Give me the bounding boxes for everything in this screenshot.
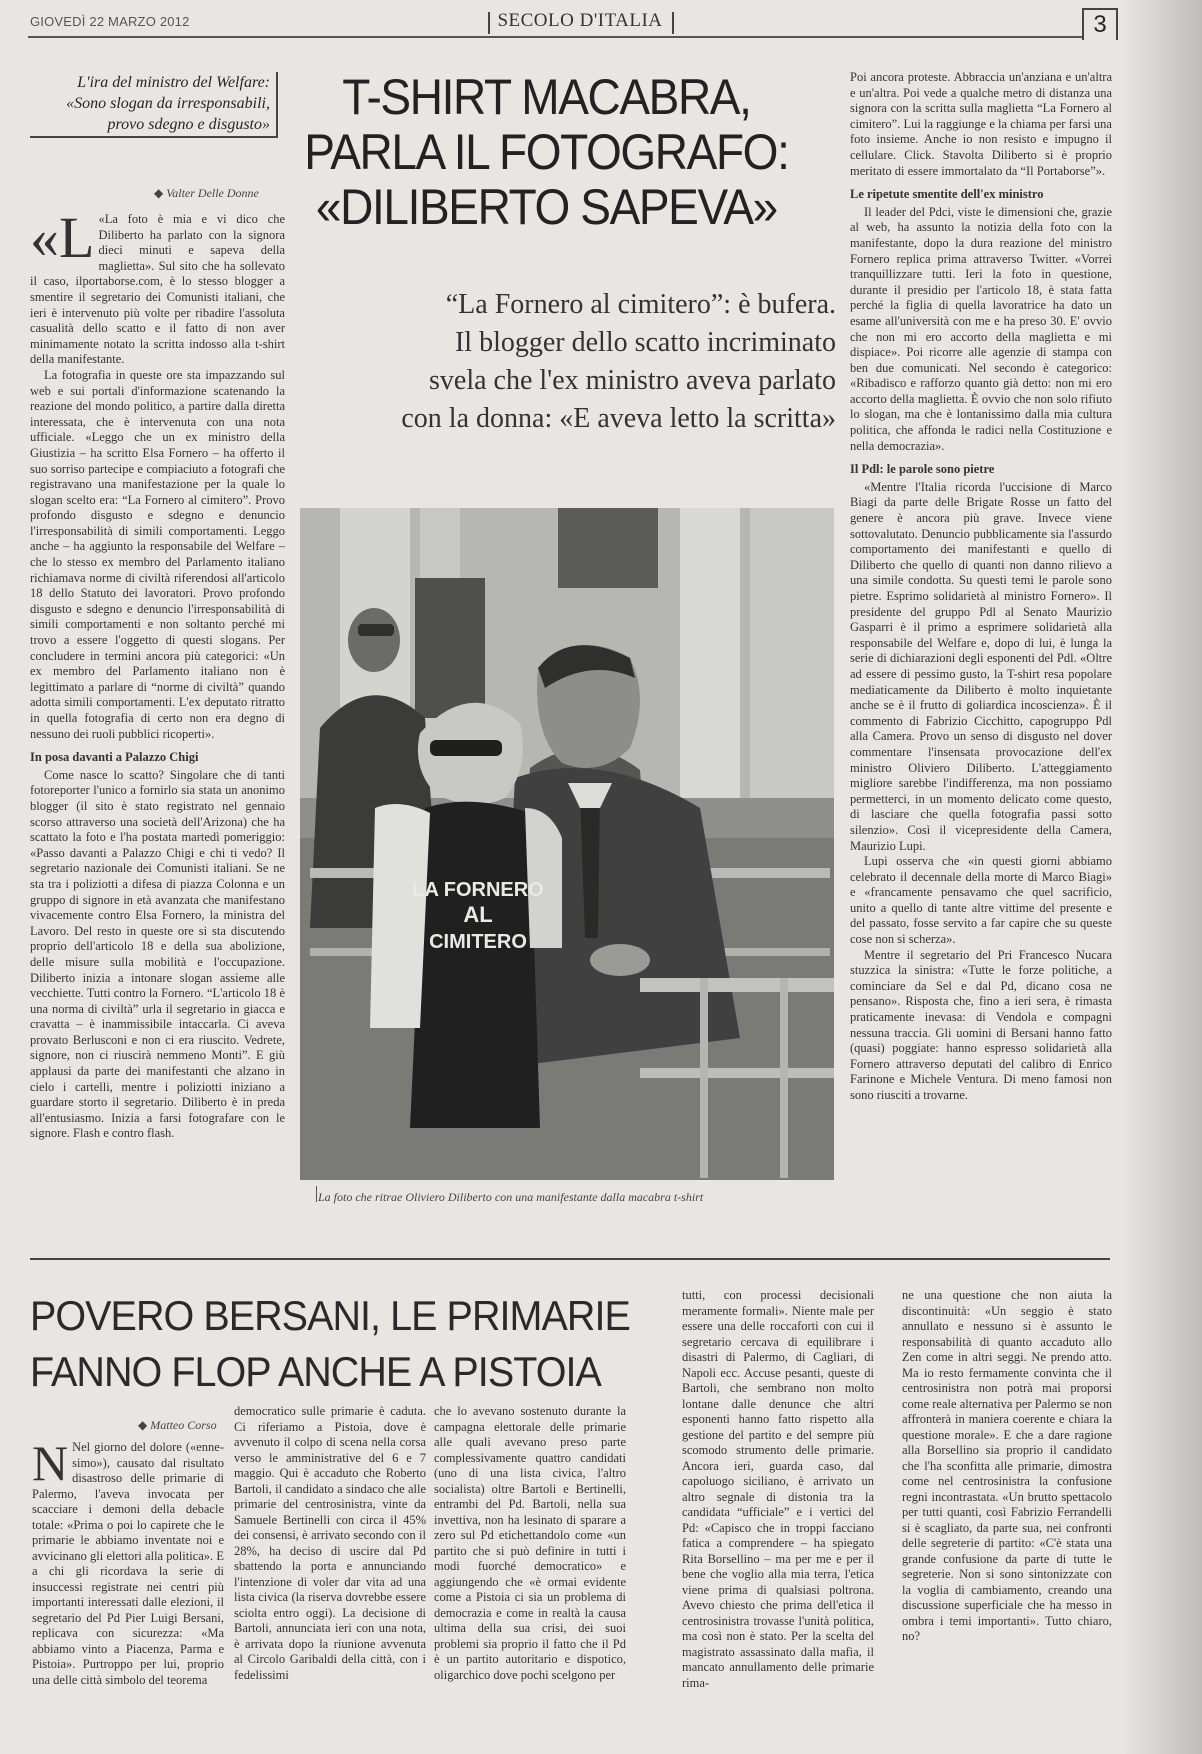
byline: ◆ Matteo Corso bbox=[138, 1418, 217, 1432]
subhead-line: “La Fornero al cimitero”: è bufera. bbox=[445, 289, 836, 320]
masthead-date: GIOVEDÌ 22 MARZO 2012 bbox=[30, 14, 190, 29]
article2-column-3 bbox=[434, 1404, 626, 1740]
byline: ◆ Valter Delle Donne bbox=[154, 186, 259, 200]
second-headline bbox=[30, 1288, 632, 1400]
masthead-rule bbox=[28, 36, 1108, 38]
page-number: 3 bbox=[1082, 8, 1118, 40]
shirt-text: LA FORNERO bbox=[412, 879, 544, 901]
article-paragraph: che lo avevano sostenuto durante la campagna elettorale delle primarie alle quali avevano preso parte complessivamente quattro candidati (uno di una lista civica, l'altro socialista) oltre Bartoli e Bertinelli, entrambi del Pd. Bartoli, nella sua invettiva, non ha lesinato di sparare a zero sul Pd etichettandolo come «un partito che si può definire in tutti i modi fuorché democratico» e aggiungendo che «è ormai evidente come a Pistoia ci sia un problema di democrazia e come in realtà la causa ultima della sua crisi, dei suoi problemi sia proprio il fatto che il Pd è un partito autoritario e dispotico, oligarchico dove pochi scelgono per bbox=[434, 1404, 626, 1682]
article-paragraph: Mentre il segretario del Pri Francesco Nucara stuzzica la sinistra: «Tutte le forze politiche, a cominciare da Sel e dal Pd, dicano cosa ne pensano». Risposta che, fino a ieri sera, è rimasta praticamente inevasa: di Vendola e compagni nessuna traccia. Gli uomini di Bersani hanno fatto (quasi) poggiate: hanno espresso solidarietà alla Fornero attraverso deputati del calibro di Enrico Farinone e Michele Ventura. Di meno famosi non sono riusciti a trovarne. bbox=[850, 947, 1112, 1102]
article2-column-5 bbox=[902, 1288, 1112, 1740]
subheadline bbox=[290, 286, 836, 438]
article-paragraph: ne una questione che non aiuta la discontinuità: «Un seggio è stato annullato e nessuno si è assunto le responsabilità di quanto accaduto allo Zen come in altri seggi. Ne prendo atto. Ma io resto fermamente convinta che il centrosinistra non potrà mai proporsi come reale alternativa per Palermo se non affronterà in maniera coerente e chiara la questione morale». E che a dare ragione alla Borsellino sia proprio il candidato che l'ha sconfitta alle primarie, dimostra come nel centrosinistra la confusione regni incontrastata. «Un brutto spettacolo per tutti quanti, così Fabrizio Ferrandelli si è scagliato, da parte sua, nei confronti delle segreterie di partito: «C'è stata una grande confusione da parte di tutte le segreterie. Non si sono sintonizzate con la voglia di cambiamento, creando una discussione superficiale che ha messo in ombra i temi importanti». Tutto chiaro, no? bbox=[902, 1288, 1112, 1643]
kicker-line: «Sono slogan da irresponsabili, bbox=[66, 95, 270, 112]
masthead bbox=[28, 8, 1108, 38]
article-paragraph: La fotografia in queste ore sta impazzando sul web e sui portali d'informazione scatenando la reazione del mondo politico, a partire dalla diretta interessata, che è intervenuta con una nota ufficiale. «Leggo che un ex ministro della Giustizia – ha scritto Elsa Fornero – ha offerto il suo sorriso partecipe e compiaciuto a fotografi che registravano una manifestazione per la quale lo slogan scelto era: “La Fornero al cimitero”. Provo profondo disgusto e sdegno e denuncio l'irresponsabilità di simili comportamenti. Leggo anche – ha aggiunto la responsabile del Welfare – che lo stesso ex membro del Parlamento italiano richiamava norme di civiltà riferendosi all'articolo 18 dello Statuto dei lavoratori. Provo profondo disgusto e sdegno e denuncio l'irresponsabilità di simili comportamenti e non soltanto perché mi trovo a essere l'oggetto di questi slogans. Per concludere in termini ancora più categorici: «Un ex membro del Parlamento italiano non è legittimato a parlare di “norme di civiltà” quando adotta simili comportamenti. L'ex deputato ritratto in quella fotografia di certo non era degno di nessuno dei ruoli pubblici ricoperti». bbox=[30, 367, 285, 741]
article-paragraph: «L «La foto è mia e vi dico che Diliberto ha parlato con la signora dieci minuti e sapeva della maglietta». Sul sito che ha sollevato il caso, ilportaborse.com, è lo stesso blogger a smentire il segretario dei Comunisti italiani, che ieri è intervenuto più volte per ribadire l'assoluta casualità dello scatto e il fatto di non aver minimamente notato la scritta indosso alla t-shirt della manifestante. bbox=[30, 212, 285, 367]
headline-line: POVERO BERSANI, LE PRIMARIE bbox=[30, 1292, 630, 1339]
kicker-line: provo sdegno e disgusto» bbox=[107, 116, 270, 133]
article-column-1 bbox=[30, 212, 285, 1214]
subhead-line: con la donna: «E aveva letto la scritta» bbox=[401, 403, 836, 434]
kicker-box bbox=[30, 72, 278, 138]
shirt-text: AL bbox=[463, 902, 493, 927]
headline-line: T-SHIRT MACABRA, bbox=[342, 69, 751, 125]
masthead-newspaper-name: SECOLO D'ITALIA bbox=[497, 10, 663, 31]
news-photo bbox=[300, 508, 834, 1180]
masthead-divider bbox=[672, 12, 674, 34]
article-paragraph: «Mentre l'Italia ricorda l'uccisione di Marco Biagi da parte delle Brigate Rosse un fatto del genere è ancora più grave. Invece viene sottovalutato. Denuncio pubblicamente sia l'assurdo comportamento dei manifestanti e quello di Diliberto che quello di quanti non danno rilievo a una simile condotta. Su questi temi le parole sono pietre. Esprimo solidarietà al ministro Fornero». Il presidente del gruppo Pdl al Senato Maurizio Gasparri è il primo a esprimere solidarietà alla responsabile del Welfare e, dopo di lui, è lunga la serie di dichiarazioni degli esponenti del Pdl. «Oltre ad essere di pessimo gusto, la T-shirt resa popolare mediaticamente da Diliberto è molto inquietante anche se è il frutto di goliardica incoscienza». È il commento di Fabrizio Cicchitto, capogruppo Pdl alla Camera. Provo un senso di disgusto nel dover commentare l'insensata provocazione dell'ex ministro Oliviero Diliberto. L'atteggiamento migliore sarebbe l'indifferenza, ma non possiamo permetterci, in un momento delicato come questo, di lasciare che quella fotografia passi sotto silenzio». Così il vicepresidente della Camera, Maurizio Lupi. bbox=[850, 479, 1112, 853]
section-subheading: Le ripetute smentite dell'ex ministro bbox=[850, 187, 1044, 202]
page-shadow bbox=[1122, 0, 1202, 1754]
caption-marker bbox=[316, 1186, 317, 1202]
article2-column-2 bbox=[234, 1404, 426, 1740]
headline-line: PARLA IL FOTOGRAFO: bbox=[304, 124, 789, 180]
article-paragraph: democratico sulle primarie è caduta. Ci riferiamo a Pistoia, dove è avvenuto il colpo di scena nella corsa verso le amministrative del 6 e 7 maggio. Qui è accaduto che Roberto Bartoli, il candidato a sindaco che alle primarie del centrosinistra, vinte da Samuele Bertinelli con circa il 45% dei consensi, è arrivato secondo con il 28%, ha deciso di uscire dal Pd sbattendo la porta e annunciando l'intenzione di voler dar vita ad una lista civica (la riserva dovrebbe essere sciolta entro oggi). La decisione di Bartoli, annunciata ieri con una nota, è arrivata dopo la riunione avvenuta al Circolo Garibaldi della città, con i fedelissimi bbox=[234, 1404, 426, 1682]
article-paragraph: N Nel giorno del dolore («enne-simo»), causato dal risultato disastroso delle primarie di Palermo, l'aveva invocata per scacciare i demoni della debacle totale: «Prima o poi lo capirete che le primarie le abbiamo inventate noi e avvicinano gli elettori alla politica». E a chi gli ricordava la serie di insuccessi registrate nei centri più importanti interessati dalle elezioni, il segretario del Pd Pier Luigi Bersani, replicava con sicurezza: «Ma abbiamo vinto a Piacenza, Parma e Pistoia». Purtroppo per lui, proprio una delle città simbolo del teorema bbox=[32, 1440, 224, 1687]
kicker-line: L'ira del ministro del Welfare: bbox=[77, 74, 270, 91]
photo-caption: La foto che ritrae Oliviero Diliberto con una manifestante dalla macabra t-shirt bbox=[318, 1190, 704, 1204]
shirt-text: CIMITERO bbox=[429, 931, 527, 953]
article-paragraph: Come nasce lo scatto? Singolare che di tanti fotoreporter l'unico a fornirlo sia stata un anonimo blogger (il sito è stato registrato nel gennaio scorso attraverso una società dell'Arizona) che ha scattato la foto e l'ha postata martedì pomeriggio: «Passo davanti a Palazzo Chigi e chi ti vedo? Il segretario nazionale dei Comunisti italiani. Se ne sta tra i poliziotti a difesa di piazza Colonna e un gruppo di signore in età avanzata che manifestano vivacemente contro Elsa Fornero, la ministra del Lavoro. Del resto in queste ore si sta discutendo proprio dell'articolo 18 e della sua abolizione, delle misure sulla mobilità e l'occupazione. Diliberto inizia a intonare slogan assieme alle vecchiette. Tutti contro la Fornero. “L'articolo 18 è una norma di civiltà” urla il segretario in giacca e cravatta – è inammissibile intaccarla. Ci aveva provato Berlusconi e non ci era riuscito. Vedrete, signore, non ci riuscirà nemmeno Monti”. E giù applausi da parte dei manifestanti che alzano in cielo i cartelli, mentre i poliziotti iniziano a guardare storto il segretario. Diliberto è in preda all'entusiasmo. Inizia a farsi fotografare con le signore. Flash e contro flash. bbox=[30, 767, 285, 1141]
article-paragraph: tutti, con processi decisionali meramente formali». Niente male per essere una delle roccaforti con cui il segretario cercava di equilibrare i disastri di Palermo, di Cagliari, di Napoli ecc. Accuse pesanti, queste di Bartoli, che sembrano non molto lontane dalle denunce che altri esponenti hanno fatto rispetto alla gestione del partito e del sempre più scomodo strumento delle primarie. Ancora ieri, guarda caso, dal capoluogo siciliano, è arrivato un altro segnale di distonia tra la candidata “ufficiale” e i vertici del Pd: «Capisco che in troppi facciano fatica a comprendere – ha spiegato Rita Borsellino – ma per me e per il bene che voglio alla mia terra, l'etica viene prima di qualsiasi poltrona. Avevo chiesto che prima dell'etica il centrosinistra trovasse l'unità politica, ma così non è stato. Per la scelta del magistrato assassinato dalla mafia, il mancato annullamento delle primarie rima- bbox=[682, 1288, 874, 1690]
photo-illustration bbox=[300, 508, 834, 1180]
section-subheading: Il Pdl: le parole sono pietre bbox=[850, 462, 995, 477]
article-paragraph: Poi ancora proteste. Abbraccia un'anziana e un'altra e un'altra. Poi vede a qualche metro di distanza una signora con la scritta sulla maglietta “La Fornero al cimitero”. Lui la raggiunge e la chiama per farsi una foto insieme. Anche io non resisto e impugno il cellulare. Click. Stavolta Diliberto si è proprio meritato di essere immortalato da “Il Portaborse”». bbox=[850, 70, 1112, 178]
subhead-line: svela che l'ex ministro aveva parlato bbox=[429, 365, 836, 396]
drop-cap: N bbox=[32, 1440, 69, 1491]
article-paragraph: Lupi osserva che «in questi giorni abbiamo celebrato il decennale della morte di Marco Biagi» e «francamente pensavamo che quel sacrificio, unito a quello di tante altre vittime del presente e del passato, fosse servito a far capire che su queste cose non si scherza». bbox=[850, 854, 1112, 947]
byline-author: Valter Delle Donne bbox=[166, 186, 259, 200]
article-paragraph: Il leader del Pdci, viste le dimensioni che, grazie al web, ha assunto la notizia della foto con la manifestante, dopo la dura reazione del ministro Fornero replica prima attraverso Twitter. «Vorrei tranquillizzare tutti. Ieri la foto in questione, durante il presidio per l'articolo 18, è stata fatta perché la figlia di quella lavoratrice ha dato un esame all'università con me e ha preso 30. E' ovvio che non mi ero accorto della maglietta e mi dispiace». Poi ricorre alle agenzie di stampa con ben due comunicati. Nel secondo è categorico: «Ribadisco e rafforzo quanto già detto: non mi ero accorto della maglietta. È ovvio che non solo rifiuto lo slogan, ma che è lontanissimo dalla mia cultura politica, che affonda le radici nella Costituzione e nella democrazia». bbox=[850, 204, 1112, 453]
section-divider bbox=[30, 1258, 1110, 1260]
headline-line: FANNO FLOP ANCHE A PISTOIA bbox=[30, 1348, 601, 1395]
article2-column-1 bbox=[32, 1440, 224, 1740]
article2-column-4 bbox=[682, 1288, 874, 1740]
section-subheading: In posa davanti a Palazzo Chigi bbox=[30, 750, 199, 765]
drop-cap: «L bbox=[30, 212, 95, 270]
article-column-3 bbox=[850, 70, 1112, 1210]
subhead-line: Il blogger dello scatto incriminato bbox=[454, 327, 836, 358]
headline-line: «DILIBERTO SAPEVA» bbox=[315, 179, 777, 235]
byline-author: Matteo Corso bbox=[150, 1418, 217, 1432]
main-headline bbox=[298, 70, 795, 235]
